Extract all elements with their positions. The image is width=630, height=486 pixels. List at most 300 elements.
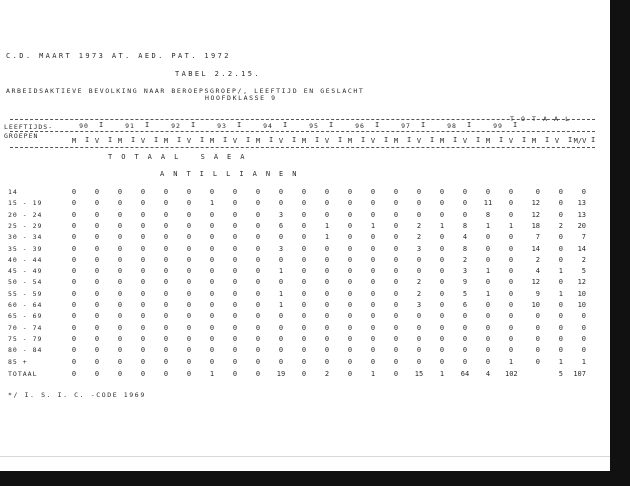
table-cell: 0 bbox=[186, 323, 192, 332]
sub-header-cell: M bbox=[255, 137, 261, 145]
group-separator: I bbox=[375, 121, 380, 129]
sub-header-cell: M bbox=[393, 137, 399, 145]
table-cell: 0 bbox=[370, 301, 376, 309]
sub-header-cell: M bbox=[485, 137, 491, 145]
table-cell: 0 bbox=[439, 346, 445, 355]
table-cell: 12 bbox=[531, 210, 540, 219]
table-cell: 0 bbox=[278, 199, 284, 208]
table-cell: 1 bbox=[324, 221, 330, 230]
total-cell: 4 bbox=[485, 370, 491, 378]
row-label: 75 - 79 bbox=[8, 334, 43, 343]
table-cell: 0 bbox=[301, 210, 307, 219]
table-cell: 0 bbox=[508, 301, 514, 309]
row-label: 85 + bbox=[8, 357, 28, 366]
table-cell: 0 bbox=[439, 323, 445, 332]
table-cell: 0 bbox=[535, 334, 540, 343]
table-cell: 0 bbox=[117, 334, 123, 343]
column-separator: I bbox=[568, 136, 573, 144]
table-cell: 0 bbox=[232, 255, 238, 264]
table-cell: 0 bbox=[71, 221, 77, 230]
table-cell: 0 bbox=[209, 357, 215, 366]
table-cell: 8 bbox=[462, 244, 468, 253]
group-separator: I bbox=[329, 121, 334, 129]
table-cell: 0 bbox=[255, 221, 261, 230]
row-label: 80 - 84 bbox=[8, 346, 43, 355]
column-separator: I bbox=[223, 136, 228, 144]
table-cell: 0 bbox=[301, 312, 307, 321]
header-rule-bottom bbox=[10, 147, 595, 148]
table-cell: 0 bbox=[255, 255, 261, 264]
sub-header-cell: V bbox=[324, 137, 330, 145]
table-cell: 0 bbox=[186, 346, 192, 355]
table-cell: 10 bbox=[577, 301, 586, 309]
table-cell: 14 bbox=[531, 244, 540, 253]
table-cell: 0 bbox=[209, 346, 215, 355]
table-cell: 0 bbox=[255, 312, 261, 321]
total-cell: 107 bbox=[573, 370, 586, 378]
table-cell: 0 bbox=[255, 289, 261, 298]
table-cell: 0 bbox=[508, 312, 514, 321]
table-cell: 0 bbox=[347, 334, 353, 343]
table-cell: 0 bbox=[347, 301, 353, 309]
group-separator: I bbox=[467, 121, 472, 129]
table-cell: 0 bbox=[581, 312, 586, 321]
table-cell: 0 bbox=[324, 323, 330, 332]
table-cell: 3 bbox=[416, 244, 422, 253]
table-cell: 0 bbox=[301, 244, 307, 253]
column-separator: I bbox=[246, 136, 251, 144]
table-cell: 0 bbox=[186, 221, 192, 230]
table-cell: 0 bbox=[485, 357, 491, 366]
table-cell: 1 bbox=[370, 221, 376, 230]
table-cell: 0 bbox=[439, 210, 445, 219]
table-cell: 0 bbox=[94, 289, 100, 298]
table-cell: 0 bbox=[94, 233, 100, 242]
table-cell: 0 bbox=[508, 289, 514, 298]
group-separator: I bbox=[191, 121, 196, 129]
table-cell: 0 bbox=[163, 312, 169, 321]
total-cell: 19 bbox=[276, 370, 286, 378]
table-cell: 0 bbox=[301, 233, 307, 242]
table-cell: 0 bbox=[439, 301, 445, 309]
group-separator: I bbox=[237, 121, 242, 129]
table-cell: 0 bbox=[163, 255, 169, 264]
table-cell: 0 bbox=[186, 301, 192, 309]
table-cell: 3 bbox=[278, 244, 284, 253]
total-cell: 0 bbox=[232, 370, 238, 378]
table-cell: 0 bbox=[393, 267, 399, 276]
table-cell: 0 bbox=[393, 221, 399, 230]
table-cell: 0 bbox=[347, 199, 353, 208]
sub-header-cell: M bbox=[163, 137, 169, 145]
table-cell: 0 bbox=[140, 233, 146, 242]
table-cell: 0 bbox=[186, 334, 192, 343]
table-cell: 0 bbox=[71, 255, 77, 264]
table-cell: 0 bbox=[508, 188, 514, 196]
table-cell: 0 bbox=[163, 289, 169, 298]
total-cell: 1 bbox=[439, 370, 445, 378]
table-cell: 0 bbox=[209, 221, 215, 230]
row-label: 30 - 34 bbox=[8, 233, 43, 242]
table-cell: 0 bbox=[117, 267, 123, 276]
table-cell: 0 bbox=[347, 267, 353, 276]
table-cell: 0 bbox=[255, 199, 261, 208]
table-cell: 1 bbox=[278, 289, 284, 298]
table-cell: 0 bbox=[347, 278, 353, 287]
region-title: A N T I L L I A N E N bbox=[160, 170, 299, 178]
table-cell: 0 bbox=[232, 233, 238, 242]
table-cell: 0 bbox=[535, 346, 540, 355]
table-cell: 0 bbox=[209, 255, 215, 264]
table-cell: 0 bbox=[278, 278, 284, 287]
sub-header-cell: M bbox=[117, 137, 123, 145]
table-cell: 0 bbox=[462, 199, 468, 208]
table-cell: 0 bbox=[117, 312, 123, 321]
table-cell: 0 bbox=[393, 244, 399, 253]
table-cell: 0 bbox=[439, 312, 445, 321]
table-cell: 0 bbox=[347, 357, 353, 366]
table-cell: 1 bbox=[581, 357, 586, 366]
row-label: 65 - 69 bbox=[8, 312, 43, 321]
table-cell: 0 bbox=[232, 267, 238, 276]
table-cell: 0 bbox=[301, 346, 307, 355]
table-cell: 4 bbox=[462, 233, 468, 242]
table-cell: 0 bbox=[140, 334, 146, 343]
table-cell: 0 bbox=[439, 188, 445, 196]
table-cell: 0 bbox=[186, 267, 192, 276]
table-cell: 0 bbox=[163, 323, 169, 332]
table-cell: 0 bbox=[558, 346, 563, 355]
table-cell: 0 bbox=[439, 199, 445, 208]
table-cell: 0 bbox=[255, 323, 261, 332]
table-cell: 0 bbox=[140, 289, 146, 298]
table-cell: 0 bbox=[94, 323, 100, 332]
table-cell: 0 bbox=[347, 255, 353, 264]
group-header-92: 92 bbox=[171, 122, 181, 130]
table-cell: 0 bbox=[163, 221, 169, 230]
table-cell: 0 bbox=[255, 346, 261, 355]
table-cell: 0 bbox=[301, 301, 307, 309]
table-cell: 0 bbox=[232, 210, 238, 219]
table-cell: 0 bbox=[71, 199, 77, 208]
table-cell: 0 bbox=[439, 278, 445, 287]
total-cell: 0 bbox=[71, 370, 77, 378]
table-cell: 0 bbox=[558, 244, 563, 253]
table-cell: 0 bbox=[232, 289, 238, 298]
column-separator: I bbox=[545, 136, 550, 144]
table-cell: 0 bbox=[71, 334, 77, 343]
table-cell: 0 bbox=[439, 289, 445, 298]
table-cell: 0 bbox=[439, 255, 445, 264]
row-label: 70 - 74 bbox=[8, 323, 43, 332]
table-cell: 0 bbox=[462, 357, 468, 366]
table-cell: 0 bbox=[186, 188, 192, 196]
column-separator: I bbox=[522, 136, 527, 144]
table-cell: 0 bbox=[370, 267, 376, 276]
table-cell: 0 bbox=[416, 312, 422, 321]
table-cell: 0 bbox=[140, 210, 146, 219]
sub-header-cell: M/V bbox=[573, 137, 587, 145]
table-cell: 0 bbox=[508, 334, 514, 343]
table-cell: 0 bbox=[117, 244, 123, 253]
table-cell: 0 bbox=[94, 357, 100, 366]
table-cell: 0 bbox=[71, 301, 77, 309]
table-cell: 0 bbox=[232, 221, 238, 230]
table-cell: 0 bbox=[255, 301, 261, 309]
column-separator: I bbox=[292, 136, 297, 144]
sub-header-cell: M bbox=[531, 137, 537, 145]
table-cell: 0 bbox=[186, 278, 192, 287]
table-cell: 0 bbox=[324, 255, 330, 264]
column-separator: I bbox=[453, 136, 458, 144]
table-cell: 18 bbox=[531, 221, 540, 230]
table-cell: 0 bbox=[370, 357, 376, 366]
group-header-99: 99 bbox=[493, 122, 503, 130]
table-cell: 0 bbox=[232, 346, 238, 355]
table-cell: 0 bbox=[209, 188, 215, 196]
total-cell: 0 bbox=[255, 370, 261, 378]
table-cell: 0 bbox=[186, 255, 192, 264]
table-cell: 0 bbox=[370, 346, 376, 355]
table-cell: 0 bbox=[209, 233, 215, 242]
table-cell: 0 bbox=[347, 346, 353, 355]
table-cell: 0 bbox=[558, 210, 563, 219]
table-cell: 0 bbox=[255, 188, 261, 196]
table-cell: 1 bbox=[508, 357, 514, 366]
group-header-97: 97 bbox=[401, 122, 411, 130]
group-header-98: 98 bbox=[447, 122, 457, 130]
table-cell: 0 bbox=[278, 346, 284, 355]
table-cell: 0 bbox=[485, 233, 491, 242]
table-cell: 0 bbox=[140, 255, 146, 264]
group-separator: I bbox=[421, 121, 426, 129]
table-cell: 0 bbox=[558, 323, 563, 332]
table-cell: 0 bbox=[485, 244, 491, 253]
table-cell: 0 bbox=[186, 357, 192, 366]
group-separator: I bbox=[145, 121, 150, 129]
column-separator: I bbox=[85, 136, 90, 144]
table-cell: 0 bbox=[163, 278, 169, 287]
table-cell: 12 bbox=[577, 278, 586, 287]
table-cell: 0 bbox=[485, 334, 491, 343]
table-cell: 0 bbox=[71, 210, 77, 219]
header-rule-top bbox=[10, 119, 595, 120]
table-cell: 0 bbox=[485, 255, 491, 264]
table-cell: 0 bbox=[324, 334, 330, 343]
table-cell: 0 bbox=[278, 334, 284, 343]
table-cell: 0 bbox=[558, 301, 563, 309]
table-cell: 0 bbox=[140, 199, 146, 208]
table-cell: 0 bbox=[232, 312, 238, 321]
column-separator: I bbox=[361, 136, 366, 144]
table-cell: 0 bbox=[393, 188, 399, 196]
total-cell: 1 bbox=[370, 370, 376, 378]
table-cell: 0 bbox=[439, 244, 445, 253]
table-cell: 0 bbox=[508, 244, 514, 253]
total-cell: 0 bbox=[301, 370, 307, 378]
table-cell: 0 bbox=[324, 210, 330, 219]
table-cell: 3 bbox=[462, 267, 468, 276]
sub-header-cell: M bbox=[439, 137, 445, 145]
table-cell: 0 bbox=[232, 323, 238, 332]
table-cell: 0 bbox=[462, 312, 468, 321]
table-cell: 0 bbox=[324, 244, 330, 253]
table-cell: 0 bbox=[232, 334, 238, 343]
table-cell: 0 bbox=[140, 312, 146, 321]
table-cell: 0 bbox=[393, 301, 399, 309]
table-cell: 0 bbox=[94, 278, 100, 287]
total-cell: 0 bbox=[140, 370, 146, 378]
table-cell: 0 bbox=[370, 323, 376, 332]
table-cell: 0 bbox=[324, 346, 330, 355]
table-cell: 0 bbox=[324, 199, 330, 208]
table-cell: 0 bbox=[255, 334, 261, 343]
column-separator: I bbox=[407, 136, 412, 144]
row-label: 25 - 29 bbox=[8, 221, 43, 230]
table-cell: 0 bbox=[232, 301, 238, 309]
table-cell: 0 bbox=[209, 312, 215, 321]
table-cell: 0 bbox=[186, 233, 192, 242]
document-header-line: C.D. MAART 1973 AT. AED. PAT. 1972 bbox=[6, 52, 231, 60]
table-cell: 4 bbox=[535, 267, 540, 276]
table-cell: 0 bbox=[508, 267, 514, 276]
table-cell: 0 bbox=[558, 278, 563, 287]
table-cell: 2 bbox=[462, 255, 468, 264]
column-separator: I bbox=[269, 136, 274, 144]
table-cell: 0 bbox=[71, 346, 77, 355]
table-cell: 0 bbox=[347, 323, 353, 332]
table-cell: 0 bbox=[94, 267, 100, 276]
total-cell: 0 bbox=[393, 370, 399, 378]
table-cell: 0 bbox=[278, 312, 284, 321]
table-cell: 0 bbox=[416, 255, 422, 264]
table-cell: 0 bbox=[416, 334, 422, 343]
group-header-93: 93 bbox=[217, 122, 227, 130]
table-cell: 9 bbox=[535, 289, 540, 298]
table-cell: 5 bbox=[462, 289, 468, 298]
table-cell: 1 bbox=[558, 357, 563, 366]
table-cell: 0 bbox=[347, 289, 353, 298]
sub-header-cell: M bbox=[209, 137, 215, 145]
table-cell: 1 bbox=[485, 289, 491, 298]
table-cell: 2 bbox=[416, 233, 422, 242]
table-cell: 0 bbox=[393, 289, 399, 298]
table-cell: 0 bbox=[232, 244, 238, 253]
table-cell: 0 bbox=[255, 233, 261, 242]
column-separator: I bbox=[430, 136, 435, 144]
table-cell: 0 bbox=[209, 323, 215, 332]
table-cell: 0 bbox=[301, 221, 307, 230]
row-label: 60 - 64 bbox=[8, 301, 43, 309]
table-cell: 0 bbox=[71, 289, 77, 298]
table-cell: 0 bbox=[393, 312, 399, 321]
table-cell: 0 bbox=[94, 244, 100, 253]
table-cell: 0 bbox=[117, 346, 123, 355]
table-cell: 0 bbox=[163, 233, 169, 242]
group-separator: I bbox=[283, 121, 288, 129]
table-cell: 1 bbox=[508, 221, 514, 230]
table-cell: 12 bbox=[531, 199, 540, 208]
table-subtitle: ARBEIDSAKTIEVE BEVOLKING NAAR BEROEPSGROEP/, LEEFTIJD EN GESLACHT bbox=[6, 87, 365, 95]
table-cell: 7 bbox=[535, 233, 540, 242]
table-cell: 12 bbox=[531, 278, 540, 287]
total-cell: 5 bbox=[558, 370, 563, 378]
table-cell: 0 bbox=[94, 312, 100, 321]
table-cell: 0 bbox=[163, 357, 169, 366]
sub-header-cell: V bbox=[94, 137, 100, 145]
table-cell: 1 bbox=[324, 233, 330, 242]
table-cell: 1 bbox=[439, 221, 445, 230]
sub-header-cell: V bbox=[554, 137, 560, 145]
table-cell: 0 bbox=[416, 188, 422, 196]
total-cell: 0 bbox=[94, 370, 100, 378]
table-cell: 0 bbox=[508, 323, 514, 332]
table-cell: 0 bbox=[209, 278, 215, 287]
table-cell: 0 bbox=[535, 357, 540, 366]
table-cell: 6 bbox=[462, 301, 468, 309]
table-cell: 0 bbox=[71, 312, 77, 321]
table-cell: 0 bbox=[370, 334, 376, 343]
table-cell: 0 bbox=[535, 323, 540, 332]
table-cell: 0 bbox=[71, 267, 77, 276]
table-cell: 0 bbox=[140, 221, 146, 230]
table-cell: 0 bbox=[462, 188, 468, 196]
table-cell: 0 bbox=[209, 267, 215, 276]
table-cell: 0 bbox=[439, 267, 445, 276]
table-cell: 0 bbox=[71, 233, 77, 242]
table-cell: 0 bbox=[462, 210, 468, 219]
row-label: 50 - 54 bbox=[8, 278, 43, 287]
total-row-label: TOTAAL bbox=[8, 370, 38, 378]
table-cell: 0 bbox=[163, 210, 169, 219]
table-cell: 0 bbox=[94, 188, 100, 196]
table-cell: 0 bbox=[416, 210, 422, 219]
table-cell: 0 bbox=[324, 267, 330, 276]
table-cell: 0 bbox=[140, 244, 146, 253]
table-cell: 0 bbox=[485, 312, 491, 321]
table-cell: 0 bbox=[558, 199, 563, 208]
total-cell: 0 bbox=[163, 370, 169, 378]
table-cell: 0 bbox=[439, 357, 445, 366]
table-cell: 0 bbox=[485, 188, 491, 196]
row-label: 20 - 24 bbox=[8, 210, 43, 219]
table-cell: 7 bbox=[581, 233, 586, 242]
sub-header-cell: V bbox=[140, 137, 146, 145]
table-cell: 20 bbox=[577, 221, 586, 230]
group-header-90: 90 bbox=[79, 122, 89, 130]
table-cell: 0 bbox=[416, 323, 422, 332]
table-cell: 0 bbox=[301, 334, 307, 343]
table-cell: 0 bbox=[535, 188, 540, 196]
table-cell: 0 bbox=[347, 244, 353, 253]
table-cell: 8 bbox=[462, 221, 468, 230]
group-separator: I bbox=[99, 121, 104, 129]
table-cell: 0 bbox=[508, 233, 514, 242]
row-label: 45 - 49 bbox=[8, 267, 43, 276]
table-cell: 2 bbox=[416, 278, 422, 287]
table-cell: 0 bbox=[462, 334, 468, 343]
table-cell: 0 bbox=[255, 357, 261, 366]
table-cell: 0 bbox=[186, 210, 192, 219]
column-separator: I bbox=[591, 136, 596, 144]
table-cell: 0 bbox=[535, 312, 540, 321]
table-cell: 0 bbox=[370, 289, 376, 298]
table-cell: 0 bbox=[301, 188, 307, 196]
total-cell: 15 bbox=[414, 370, 424, 378]
table-cell: 0 bbox=[347, 188, 353, 196]
table-cell: 0 bbox=[558, 188, 563, 196]
table-cell: 0 bbox=[508, 346, 514, 355]
